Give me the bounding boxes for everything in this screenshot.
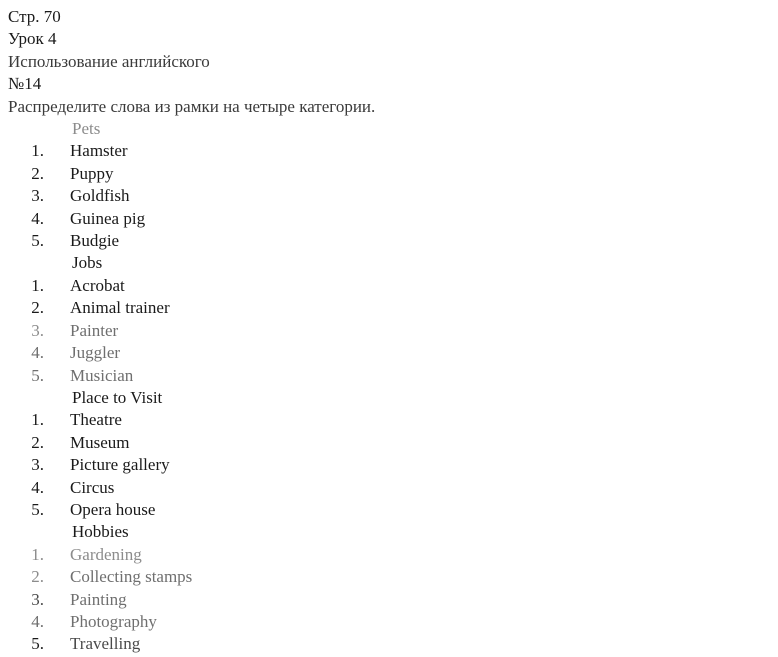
list-item	[8, 275, 778, 297]
list-item-word: Puppy	[70, 163, 114, 183]
category-title: Jobs	[72, 253, 103, 273]
list-item	[8, 611, 778, 633]
list-item-number: 5.	[31, 634, 44, 654]
list-item-word: Painter	[70, 320, 119, 340]
list-item-word: Opera house	[70, 499, 156, 519]
list-item-word: Juggler	[70, 343, 121, 363]
list-item	[8, 140, 778, 162]
list-item-word: Budgie	[70, 231, 120, 251]
list-item-word: Picture gallery	[70, 455, 170, 475]
list-item-number: 2.	[31, 298, 44, 318]
list-item	[8, 163, 778, 185]
category-title: Hobbies	[72, 522, 129, 542]
section-title: Использование английского	[8, 51, 210, 71]
category-item-list	[8, 140, 778, 252]
category-title: Pets	[72, 119, 101, 139]
list-item-number: 2.	[31, 432, 44, 452]
list-item-number: 4.	[31, 208, 44, 228]
list-item	[8, 342, 778, 364]
list-item-word: Photography	[70, 611, 157, 631]
list-item-word: Museum	[70, 432, 130, 452]
list-item-number: 1.	[31, 410, 44, 430]
list-item-number: 1.	[31, 141, 44, 161]
list-item-number: 2.	[31, 567, 44, 587]
list-item-word: Theatre	[70, 410, 122, 430]
list-item-word: Painting	[70, 589, 127, 609]
answer-groups	[8, 118, 778, 656]
list-item-word: Gardening	[70, 544, 142, 564]
list-item	[8, 499, 778, 521]
list-item-number: 2.	[31, 163, 44, 183]
list-item	[8, 208, 778, 230]
list-item-word: Acrobat	[70, 275, 125, 295]
list-item	[8, 365, 778, 387]
list-item-number: 5.	[31, 499, 44, 519]
list-item-word: Musician	[70, 365, 134, 385]
list-item	[8, 477, 778, 499]
answer-group	[8, 521, 778, 655]
list-item-number: 4.	[31, 477, 44, 497]
answer-group	[8, 252, 778, 386]
list-item	[8, 409, 778, 431]
list-item	[8, 230, 778, 252]
list-item-word: Collecting stamps	[70, 567, 193, 587]
list-item-word: Travelling	[70, 634, 141, 654]
list-item	[8, 544, 778, 566]
list-item-number: 5.	[31, 365, 44, 385]
task-number: №14	[8, 74, 42, 94]
list-item-word: Hamster	[70, 141, 128, 161]
category-item-list	[8, 544, 778, 656]
list-item-number: 3.	[31, 589, 44, 609]
list-item	[8, 320, 778, 342]
list-item-word: Circus	[70, 477, 115, 497]
list-item-number: 1.	[31, 275, 44, 295]
list-item-number: 3.	[31, 186, 44, 206]
answer-group	[8, 387, 778, 521]
list-item	[8, 589, 778, 611]
list-item	[8, 297, 778, 319]
category-item-list	[8, 409, 778, 521]
list-item-word: Goldfish	[70, 186, 130, 206]
list-item-number: 4.	[31, 343, 44, 363]
list-item	[8, 566, 778, 588]
list-item-word: Animal trainer	[70, 298, 170, 318]
category-title: Place to Visit	[72, 387, 163, 407]
page-number-label: Стр. 70	[8, 7, 61, 26]
category-item-list	[8, 275, 778, 387]
task-instruction: Распределите слова из рамки на четыре категории.	[8, 96, 376, 116]
answer-group	[8, 118, 778, 252]
list-item-word: Guinea pig	[70, 208, 146, 228]
list-item-number: 4.	[31, 611, 44, 631]
list-item	[8, 633, 778, 655]
lesson-label: Урок 4	[8, 29, 57, 49]
list-item-number: 1.	[31, 544, 44, 564]
list-item	[8, 185, 778, 207]
list-item	[8, 432, 778, 454]
list-item-number: 3.	[31, 455, 44, 475]
list-item	[8, 454, 778, 476]
list-item-number: 3.	[31, 320, 44, 340]
list-item-number: 5.	[31, 231, 44, 251]
